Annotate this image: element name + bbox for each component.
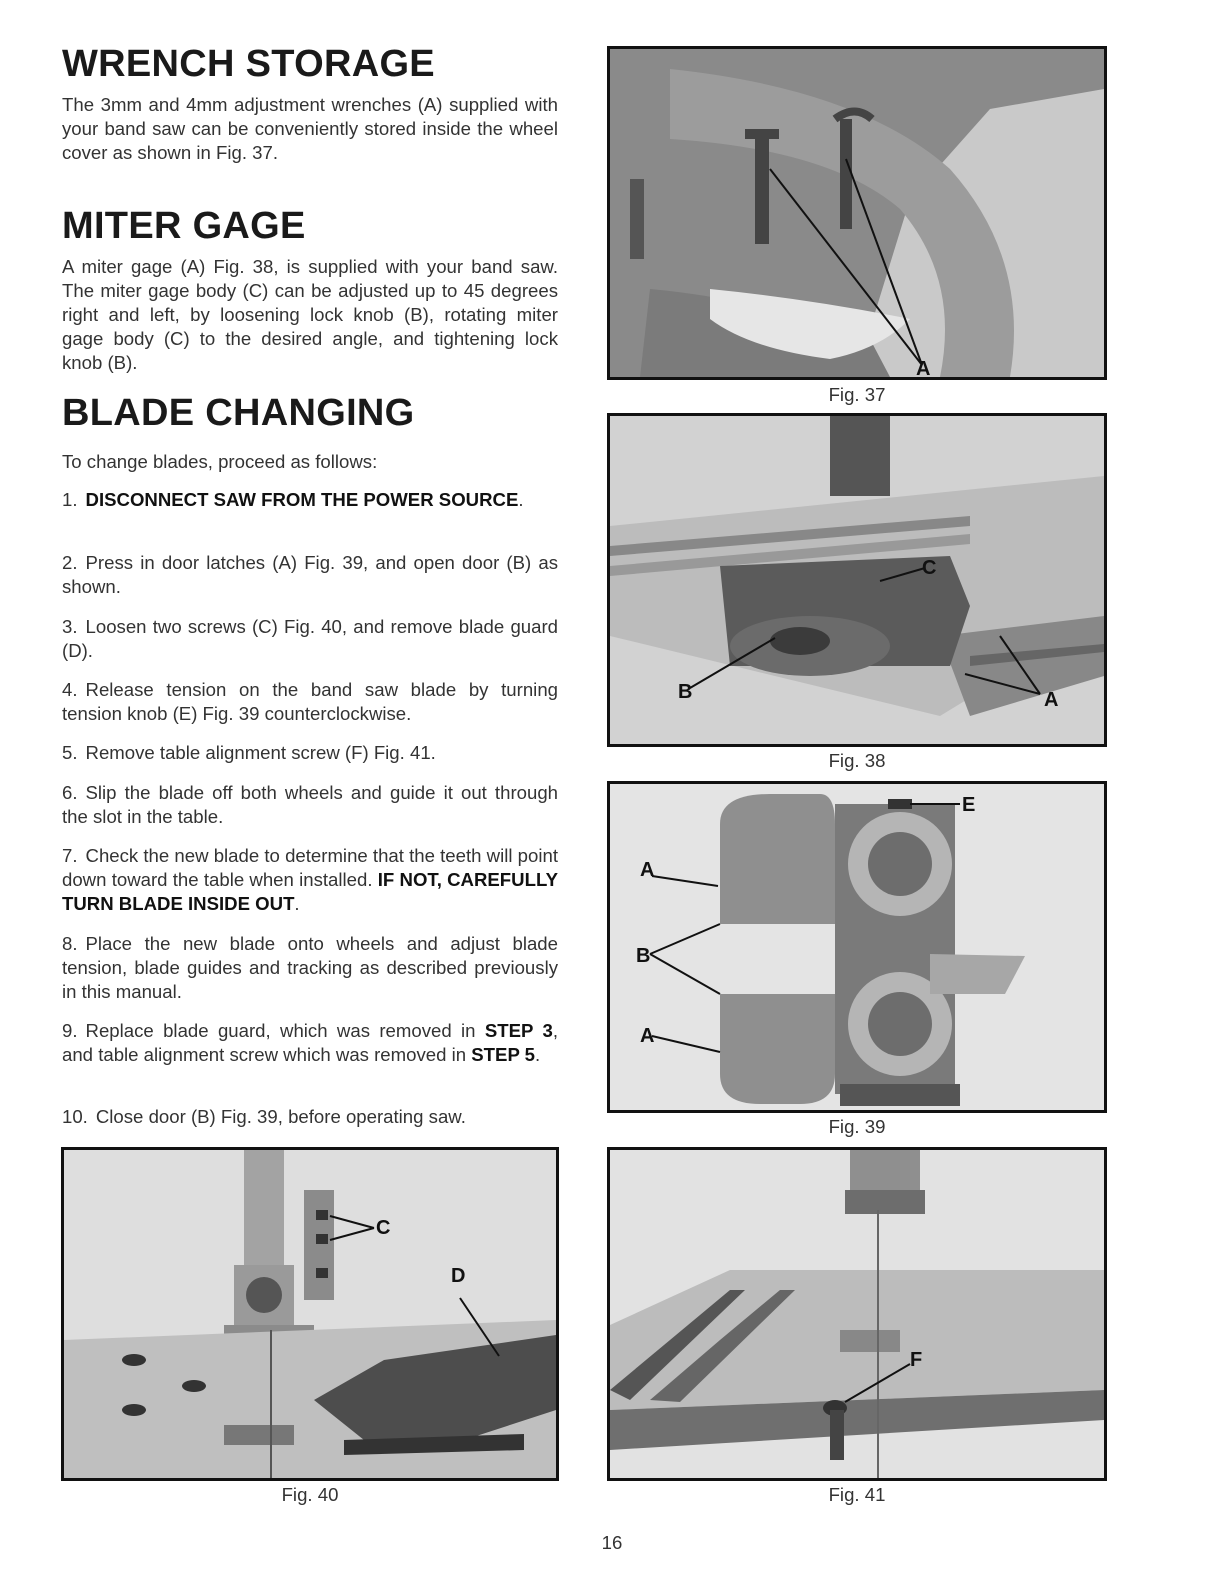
miter-gage-text: A miter gage (A) Fig. 38, is supplied with your band saw. The miter gage body (C) can be adjusted up to 45 degrees right and left, by loosening lock knob (B), rotating miter gage body (C) to the desired angle, and tightening lock knob (B). — [62, 256, 558, 373]
step-number: 9. — [62, 1020, 78, 1041]
step-text: , and table alignment screw which was removed in — [62, 1020, 558, 1065]
step-bold-text: IF NOT, CAREFULLY TURN BLADE INSIDE OUT — [62, 869, 558, 914]
blade-guard-illustration — [64, 1150, 556, 1478]
callout-c: C — [376, 1217, 391, 1239]
fig-39-caption: Fig. 39 — [828, 1116, 886, 1137]
step-text: Check the new blade to determine that the teeth will point down toward the table when installed. — [62, 845, 558, 890]
step-number: 2. — [62, 552, 78, 573]
step-number: 8. — [62, 933, 78, 954]
fig-38-caption: Fig. 38 — [828, 750, 886, 771]
fig-39-image — [607, 781, 1107, 1113]
callout-e: E — [962, 794, 976, 816]
step-6 — [62, 781, 558, 829]
wrench-storage-heading: WRENCH STORAGE — [62, 43, 435, 85]
step-text: Remove table alignment screw (F) Fig. 41. — [85, 742, 436, 763]
callout-d: D — [451, 1265, 466, 1287]
step-bold-text: STEP 3 — [484, 1020, 553, 1041]
step-bold-text: DISCONNECT SAW FROM THE POWER SOURCE — [85, 489, 519, 510]
step-text: Release tension on the band saw blade by turning tension knob (E) Fig. 39 counterclockwise. — [62, 679, 558, 724]
step-tail: . — [294, 893, 300, 914]
table-alignment-screw-illustration — [610, 1150, 1104, 1478]
step-number: 3. — [62, 616, 78, 637]
step-number: 10. — [62, 1106, 88, 1127]
wheel-cover-illustration — [610, 49, 1104, 377]
step-number: 4. — [62, 679, 78, 700]
callout-a-upper: A — [640, 859, 655, 881]
step-5 — [62, 741, 558, 765]
fig-37-caption: Fig. 37 — [828, 384, 886, 405]
callout-b: B — [636, 945, 651, 967]
step-10 — [62, 1105, 558, 1129]
callout-a: A — [916, 358, 931, 377]
fig-41-caption: Fig. 41 — [828, 1484, 886, 1505]
miter-gage-heading: MITER GAGE — [62, 205, 306, 247]
step-8 — [62, 932, 558, 1004]
fig-41-image — [607, 1147, 1107, 1481]
step-3 — [62, 615, 558, 663]
callout-f: F — [910, 1349, 923, 1371]
blade-changing-intro: To change blades, proceed as follows: — [62, 451, 378, 472]
step-tail: . — [535, 1044, 541, 1065]
step-text: Replace blade guard, which was removed in — [85, 1020, 476, 1041]
step-4 — [62, 678, 558, 726]
step-text: . — [518, 489, 524, 510]
step-text: Press in door latches (A) Fig. 39, and open door (B) as shown. — [62, 552, 558, 597]
step-9 — [62, 1019, 558, 1067]
step-text: Place the new blade onto wheels and adjust blade tension, blade guides and tracking as described previously in this manual. — [62, 933, 558, 1002]
blade-changing-heading: BLADE CHANGING — [62, 392, 415, 434]
step-number: 1. — [62, 489, 78, 510]
miter-gage-illustration — [610, 416, 1104, 744]
callout-b: B — [678, 681, 693, 703]
wrench-storage-text: The 3mm and 4mm adjustment wrenches (A) supplied with your band saw can be conveniently stored inside the wheel cover as shown in Fig. 37. — [62, 94, 558, 163]
step-text: Close door (B) Fig. 39, before operating saw. — [95, 1106, 466, 1127]
fig-38-image — [607, 413, 1107, 747]
step-bold-text: STEP 5 — [471, 1044, 536, 1065]
page-number: 16 — [601, 1532, 623, 1553]
step-number: 5. — [62, 742, 78, 763]
step-text: Slip the blade off both wheels and guide it out through the slot in the table. — [62, 782, 558, 827]
fig-40-image — [61, 1147, 559, 1481]
callout-c: C — [922, 557, 937, 579]
step-2 — [62, 551, 558, 599]
step-text: Loosen two screws (C) Fig. 40, and remove blade guard (D). — [62, 616, 558, 661]
step-1 — [62, 488, 558, 512]
fig-37-image — [607, 46, 1107, 380]
step-number: 6. — [62, 782, 78, 803]
step-number: 7. — [62, 845, 78, 866]
fig-40-caption: Fig. 40 — [281, 1484, 339, 1505]
callout-a-lower: A — [640, 1025, 655, 1047]
band-saw-open-doors-illustration — [610, 784, 1104, 1110]
step-7 — [62, 844, 558, 916]
callout-a: A — [1044, 689, 1059, 711]
